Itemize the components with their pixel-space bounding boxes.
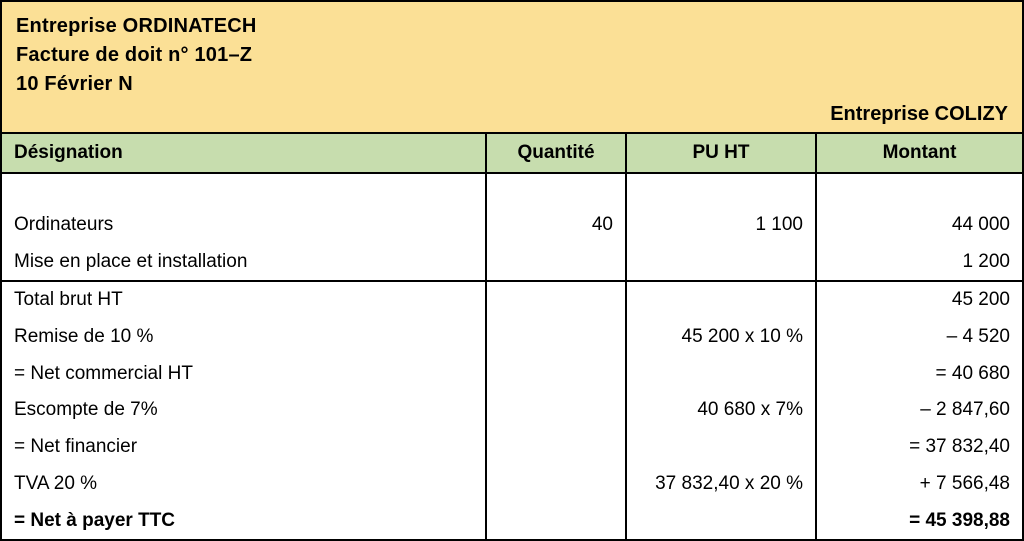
total-row bbox=[2, 281, 1022, 319]
total-row bbox=[2, 429, 1022, 466]
grand-total-calcul bbox=[626, 502, 816, 539]
invoice-table bbox=[2, 134, 1022, 539]
total-calcul bbox=[626, 281, 816, 319]
total-label: = Net commercial HT bbox=[14, 362, 193, 384]
total-label: = Net financier bbox=[14, 436, 138, 458]
grand-total-label: = Net à payer TTC bbox=[14, 509, 176, 531]
document-reference: Facture de doit n° 101–Z bbox=[16, 44, 253, 66]
client-name: Entreprise COLIZY bbox=[830, 103, 1008, 125]
total-montant: = 37 832,40 bbox=[816, 429, 1022, 466]
invoice-header bbox=[2, 2, 1022, 134]
line-pu-ht bbox=[626, 243, 816, 281]
table-row bbox=[2, 207, 1022, 244]
grand-total-montant: = 45 398,88 bbox=[816, 502, 1022, 539]
total-label: Total brut HT bbox=[14, 289, 123, 311]
total-montant: + 7 566,48 bbox=[816, 466, 1022, 503]
line-montant: 1 200 bbox=[816, 243, 1022, 281]
total-row bbox=[2, 392, 1022, 429]
supplier-name: Entreprise ORDINATECH bbox=[16, 15, 257, 37]
line-pu-ht: 1 100 bbox=[626, 207, 816, 244]
total-row bbox=[2, 319, 1022, 356]
column-header-montant: Montant bbox=[816, 134, 1022, 173]
total-calcul: 37 832,40 x 20 % bbox=[626, 466, 816, 503]
total-label: Escompte de 7% bbox=[14, 399, 158, 421]
total-label: Remise de 10 % bbox=[14, 326, 154, 348]
total-calcul: 40 680 x 7% bbox=[626, 392, 816, 429]
table-header-row bbox=[2, 134, 1022, 173]
total-row bbox=[2, 466, 1022, 503]
grand-total-row bbox=[2, 502, 1022, 539]
column-header-designation: Désignation bbox=[2, 134, 486, 173]
line-designation: Mise en place et installation bbox=[2, 243, 486, 281]
total-montant: – 2 847,60 bbox=[816, 392, 1022, 429]
total-montant: 45 200 bbox=[816, 281, 1022, 319]
total-label: TVA 20 % bbox=[14, 472, 98, 494]
total-calcul bbox=[626, 429, 816, 466]
total-montant: = 40 680 bbox=[816, 355, 1022, 392]
total-calcul: 45 200 x 10 % bbox=[626, 319, 816, 356]
total-row bbox=[2, 355, 1022, 392]
document-date: 10 Février N bbox=[16, 73, 133, 95]
table-row bbox=[2, 243, 1022, 281]
line-quantite: 40 bbox=[486, 207, 626, 244]
line-montant: 44 000 bbox=[816, 207, 1022, 244]
column-header-quantite: Quantité bbox=[486, 134, 626, 173]
total-calcul bbox=[626, 355, 816, 392]
line-designation: Ordinateurs bbox=[14, 213, 114, 235]
total-montant: – 4 520 bbox=[816, 319, 1022, 356]
line-quantite bbox=[486, 243, 626, 281]
table-spacer-row bbox=[2, 173, 1022, 207]
column-header-pu-ht: PU HT bbox=[626, 134, 816, 173]
